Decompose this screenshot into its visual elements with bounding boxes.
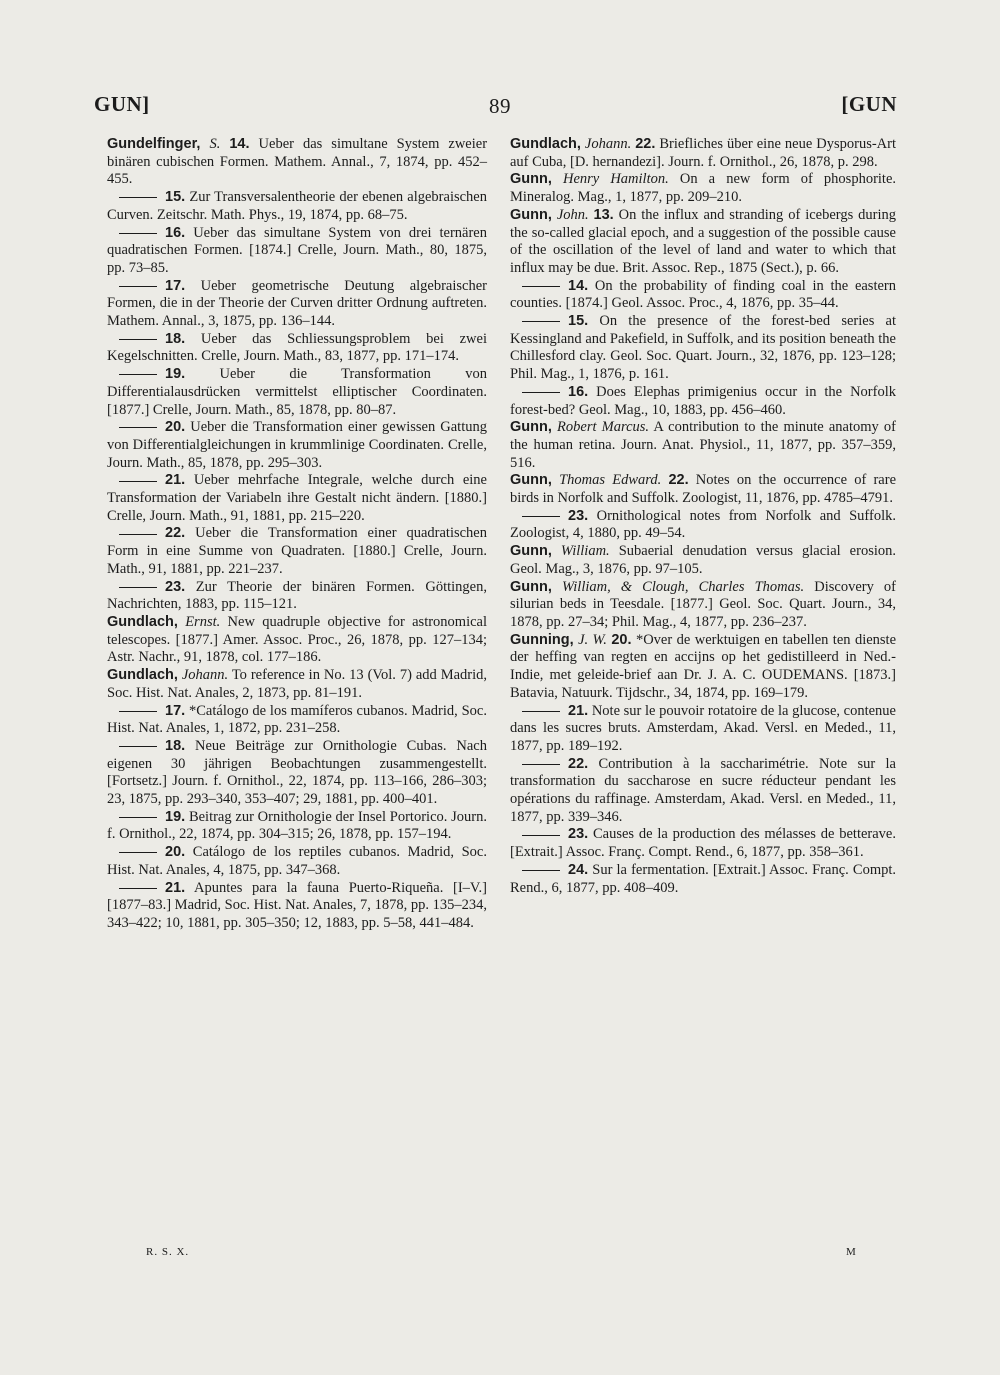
entry-text: Causes de la production des mélasses de betterave. [Extrait.] Assoc. Franç. Compt. Rend., 6, 1877, pp. 358–361.	[510, 826, 896, 861]
bibliography-entry	[107, 809, 487, 844]
entry-text: Beitrag zur Ornithologie der Insel Portorico. Journ. f. Ornithol., 22, 1874, pp. 304–315; 26, 1878, pp. 157–194.	[107, 808, 487, 843]
author-name: Gunn,	[510, 472, 552, 489]
ditto-rule	[119, 817, 157, 818]
entry-text: Contribution à la saccharimétrie. Note sur la transformation du saccharose en sucre réducteur pendant les opérations du raffinage. Amsterdam, Akad. Versl. en Meded., 11, 1877, pp. 339–346.	[510, 755, 896, 825]
entry-number: 24.	[568, 861, 589, 878]
bibliography-entry	[107, 579, 487, 614]
entry-number: 16.	[568, 383, 589, 400]
bibliography-entry	[510, 543, 896, 578]
author-initials: S.	[209, 136, 221, 152]
entry-number: 21.	[165, 472, 186, 489]
entry-number: 21.	[165, 879, 186, 896]
entry-number: 20.	[611, 631, 632, 648]
bibliography-entry	[510, 136, 896, 171]
author-name: Gunn,	[510, 206, 552, 223]
ditto-rule	[119, 746, 157, 747]
author-initials: John.	[556, 206, 589, 223]
bibliography-entry	[510, 278, 896, 313]
page-number: 89	[489, 94, 511, 118]
entry-number: 15.	[568, 313, 589, 330]
entry-text: Ueber die Transformation einer quadratischen Form in eine Summe von Quadraten. [1880.] Crelle, Journ. Math., 91, 1881, pp. 221–237.	[107, 525, 487, 577]
entry-number: 20.	[165, 419, 186, 436]
entry-text: A contribution to the minute anatomy of the human retina. Journ. Anat. Physiol., 11, 1877, pp. 357–359, 516.	[510, 419, 897, 471]
entry-text: Briefliches über eine neue Dysporus-Art auf Cuba, [D. hernandezi]. Journ. f. Ornithol., 26, 1878, p. 298.	[510, 136, 897, 170]
entry-text: Ueber die Transformation von Differentialausdrücken vermittelst elliptischer Coordinaten. [1877.] Crelle, Journ. Math., 85, 1878, pp. 80–87.	[107, 366, 487, 418]
bibliography-entry	[107, 844, 487, 879]
author-initials: Henry Hamilton.	[563, 171, 669, 188]
ditto-rule	[522, 516, 560, 517]
entry-text: On a new form of phosphorite. Mineralog. Mag., 1, 1877, pp. 209–210.	[510, 171, 897, 206]
entry-text: Subaerial denudation versus glacial erosion. Geol. Mag., 3, 1876, pp. 97–105.	[510, 543, 896, 577]
entry-text: Ueber mehrfache Integrale, welche durch eine Transformation der Variabeln ihre Gestalt nicht ändern. [1880.] Crelle, Journ. Math., 91, 1881, pp. 215–220.	[107, 472, 487, 524]
ditto-rule	[522, 321, 560, 322]
entry-text: Ornithological notes from Norfolk and Suffolk. Zoologist, 4, 1880, pp. 49–54.	[510, 507, 896, 542]
entry-number: 13.	[593, 206, 614, 223]
bibliography-entry	[107, 525, 487, 578]
entry-text: Notes on the occurrence of rare birds in Norfolk and Suffolk. Zoologist, 11, 1876, pp. 4785–4791.	[510, 472, 897, 507]
bibliography-entry	[510, 207, 896, 278]
ditto-rule	[119, 711, 157, 712]
author-name: Gunn,	[510, 171, 552, 188]
bibliography-entry	[107, 703, 487, 738]
entry-number: 18.	[165, 737, 186, 754]
entry-number: 17.	[165, 702, 186, 719]
entry-number: 14.	[229, 136, 250, 152]
ditto-rule	[522, 711, 560, 712]
ditto-rule	[119, 339, 157, 340]
ditto-rule	[119, 481, 157, 482]
bibliography-entry	[107, 738, 487, 809]
entry-number: 19.	[165, 366, 186, 383]
ditto-rule	[119, 197, 157, 198]
bibliography-entry	[510, 508, 896, 543]
ditto-rule	[522, 392, 560, 393]
author-initials: William, & Clough, Charles Thomas.	[561, 578, 805, 595]
bibliography-entry	[510, 579, 896, 632]
bibliography-entry	[510, 472, 896, 507]
ditto-rule	[119, 286, 157, 287]
entry-number: 23.	[568, 507, 589, 524]
author-initials: Johann.	[181, 667, 229, 684]
entry-text: On the influx and stranding of icebergs during the so-called glacial epoch, and a suggestion of the possible cause of the oscillation of the level of land and water to which that influx may be due. Brit. Assoc. Rep., 1875 (Sect.), p. 66.	[510, 206, 897, 276]
entry-text: *Catálogo de los mamíferos cubanos. Madrid, Soc. Hist. Nat. Anales, 1, 1872, pp. 231–258.	[107, 702, 487, 737]
entry-number: 20.	[165, 844, 186, 861]
bibliography-entry	[107, 189, 487, 224]
ditto-rule	[119, 888, 157, 889]
bibliography-entry	[510, 756, 896, 827]
bibliography-entry	[510, 632, 896, 703]
entry-text: Ueber das simultane System von drei ternären quadratischen Formen. [1874.] Crelle, Journ. Math., 80, 1875, pp. 73–85.	[107, 224, 487, 276]
entry-text: Does Elephas primigenius occur in the Norfolk forest-bed? Geol. Mag., 10, 1883, pp. 456–460.	[510, 383, 896, 418]
entry-text: Zur Theorie der binären Formen. Göttingen, Nachrichten, 1883, pp. 115–121.	[107, 578, 487, 613]
entry-text: Discovery of silurian beds in Teesdale. [1877.] Geol. Soc. Quart. Journ., 34, 1878, pp. 27–34; Phil. Mag., 4, 1877, pp. 236–237.	[510, 578, 897, 630]
author-name: Gunn,	[510, 419, 552, 436]
author-initials: William.	[560, 543, 610, 560]
entry-number: 22.	[165, 525, 186, 542]
ditto-rule	[119, 852, 157, 853]
entry-text: On the probability of finding coal in the eastern counties. [1874.] Geol. Assoc. Proc., 4, 1876, pp. 35–44.	[510, 277, 896, 312]
entry-text: On the presence of the forest-bed series at Kessingland and Pakefield, in Suffolk, and its position beneath the Chillesford clay. Geol. Soc. Quart. Journ., 32, 1876, pp. 123–128; Phil. Mag., 1, 1876, p. 161.	[510, 313, 896, 383]
ditto-rule	[522, 870, 560, 871]
entry-text: Ueber geometrische Deutung algebraischer Formen, die in der Theorie der Curven dritter Ordnung auftreten. Mathem. Annal., 3, 1875, pp. 136–144.	[107, 277, 487, 330]
entry-text: Note sur le pouvoir rotatoire de la glucose, contenue dans les sucres bruts. Amsterdam, Akad. Versl. en Meded., 11, 1877, pp. 189–192.	[510, 702, 896, 754]
ditto-rule	[522, 764, 560, 765]
bibliography-entry	[510, 171, 896, 206]
entry-text: New quadruple objective for astronomical telescopes. [1877.] Amer. Assoc. Proc., 26, 1878, pp. 127–134; Astr. Nachr., 91, 1878, col. 177–186.	[107, 613, 488, 666]
author-initials: Ernst.	[185, 613, 221, 630]
bibliography-entry	[510, 384, 896, 419]
signature-mark: R. S. X.	[146, 1246, 190, 1258]
entry-text: Sur la fermentation. [Extrait.] Assoc. Franç. Compt. Rend., 6, 1877, pp. 408–409.	[510, 861, 896, 896]
entry-text: Ueber das simultane System zweier binären cubischen Formen. Mathem. Annal., 7, 1874, pp. 452–455.	[107, 136, 488, 188]
entry-text: To reference in No. 13 (Vol. 7) add Madrid, Soc. Hist. Nat. Anales, 2, 1873, pp. 81–191.	[107, 667, 488, 701]
right-column	[510, 136, 896, 897]
author-name: Gundelfinger,	[107, 136, 201, 152]
ditto-rule	[119, 587, 157, 588]
author-name: Gundlach,	[107, 667, 178, 684]
running-head-left: GUN]	[94, 92, 150, 116]
author-name: Gundlach,	[510, 136, 581, 152]
author-initials: Robert Marcus.	[557, 419, 650, 436]
author-initials: Thomas Edward.	[559, 472, 662, 489]
author-name: Gunn,	[510, 578, 552, 595]
left-column	[107, 136, 487, 933]
ditto-rule	[522, 286, 560, 287]
entry-number: 22.	[635, 136, 656, 152]
author-initials: Johann.	[584, 136, 632, 152]
bibliography-entry	[107, 225, 487, 278]
entry-text: Zur Transversalentheorie der ebenen algebraischen Curven. Zeitschr. Math. Phys., 19, 1874, pp. 68–75.	[107, 189, 487, 223]
entry-number: 17.	[165, 277, 186, 294]
entry-text: Ueber das Schliessungsproblem bei zwei Kegelschnitten. Crelle, Journ. Math., 83, 1877, pp. 171–174.	[107, 330, 487, 365]
ditto-rule	[522, 835, 560, 836]
ditto-rule	[119, 233, 157, 234]
entry-text: Ueber die Transformation einer gewissen Gattung von Differentialgleichungen in krummlinige Coordinaten. Crelle, Journ. Math., 85, 1878, pp. 295–303.	[107, 419, 487, 471]
entry-number: 23.	[568, 826, 589, 843]
bibliography-entry	[107, 472, 487, 525]
ditto-rule	[119, 534, 157, 535]
bibliography-entry	[107, 880, 487, 933]
bibliography-entry	[107, 278, 487, 331]
author-name: Gundlach,	[107, 613, 178, 630]
bibliography-entry	[510, 313, 896, 384]
author-name: Gunning,	[510, 631, 574, 648]
entry-number: 19.	[165, 808, 186, 825]
entry-number: 22.	[668, 472, 689, 489]
entry-number: 14.	[568, 277, 589, 294]
author-initials: J. W.	[578, 631, 607, 648]
bibliography-entry	[107, 331, 487, 366]
bibliography-entry	[107, 136, 487, 189]
bibliography-entry	[107, 366, 487, 419]
bibliography-entry	[107, 419, 487, 472]
entry-number: 21.	[568, 702, 589, 719]
entry-text: Neue Beiträge zur Ornithologie Cubas. Nach eigenen 30 jährigen Beobachtungen zusammengestellt. [Fortsetz.] Journ. f. Ornithol., 22, 1874, pp. 113–166, 286–303; 23, 1875, pp. 293–340, 353–407; 29, 1881, pp. 400–401.	[107, 737, 487, 808]
ditto-rule	[119, 427, 157, 428]
bibliography-entry	[510, 419, 896, 472]
bibliography-entry	[510, 703, 896, 756]
entry-text: Apuntes para la fauna Puerto-Riqueña. [I–V.] [1877–83.] Madrid, Soc. Hist. Nat. Anales, 7, 1878, pp. 135–234, 343–422; 10, 1881, pp. 305–350; 12, 1883, pp. 5–58, 441–484.	[107, 879, 487, 931]
entry-number: 18.	[165, 330, 186, 347]
entry-text: *Over de werktuigen en tabellen ten dienste der heffing van regten en accijns op het gedistilleerd in Ned.-Indie, met geleide-brief aan Dr. J. A. C. OUDEMANS. [1873.] Batavia, Natuurk. Tijdschr., 34, 1874, pp. 169–179.	[510, 631, 897, 701]
bibliography-entry	[107, 614, 487, 667]
entry-number: 15.	[165, 189, 186, 206]
gathering-mark: M	[846, 1246, 857, 1258]
entry-number: 23.	[165, 578, 186, 595]
bibliography-entry	[107, 667, 487, 702]
entry-text: Catálogo de los reptiles cubanos. Madrid, Soc. Hist. Nat. Anales, 4, 1875, pp. 347–368.	[107, 844, 487, 878]
ditto-rule	[119, 374, 157, 375]
running-head-right: [GUN	[841, 92, 897, 116]
entry-number: 22.	[568, 755, 589, 772]
bibliography-entry	[510, 862, 896, 897]
entry-number: 16.	[165, 224, 186, 241]
author-name: Gunn,	[510, 543, 552, 560]
bibliography-entry	[510, 826, 896, 861]
